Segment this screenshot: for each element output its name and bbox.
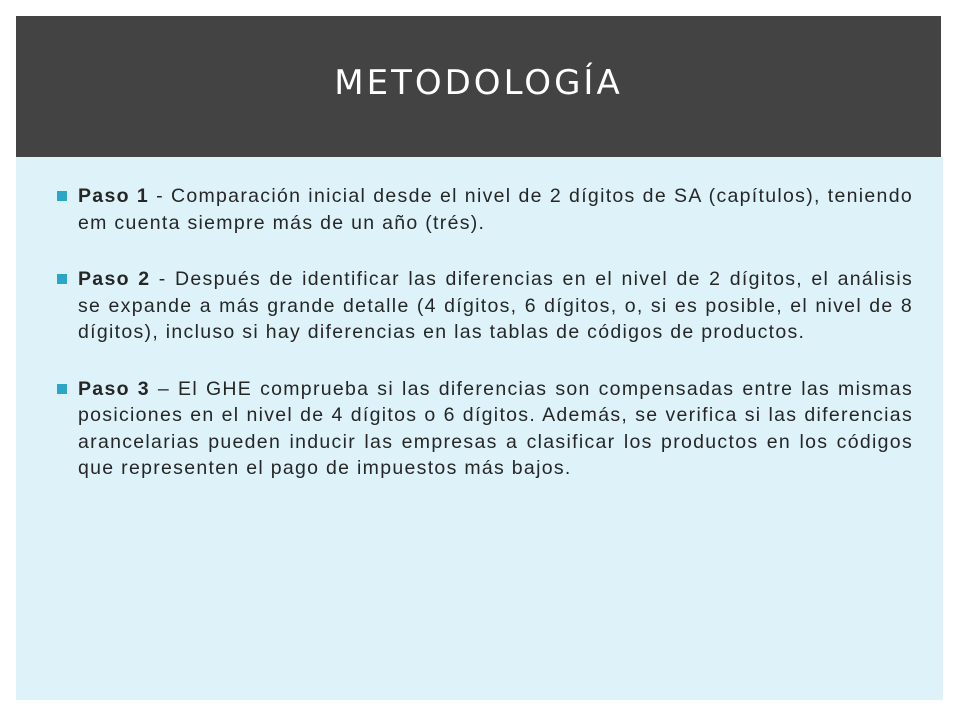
step-text: – El GHE comprueba si las diferencias son compensadas entre las mismas posiciones en el nivel de 4 dígitos o 6 dígitos. Además, se verifica si las diferencias arancelarias pueden inducir las empresas a clasificar los productos en los códigos que representen el pago de impuestos más bajos.	[78, 377, 914, 479]
step-text: - Después de identificar las diferencias en el nivel de 2 dígitos, el análisis se expande a más grande detalle (4 dígitos, 6 dígitos, o, si es posible, el nivel de 8 dígitos), incluso si hay diferencias en las tablas de códigos de productos.	[78, 268, 914, 343]
square-bullet-icon	[57, 191, 67, 201]
bullet-item-paso-2	[50, 266, 913, 346]
title-bar	[16, 16, 941, 157]
square-bullet-icon	[57, 384, 67, 394]
square-bullet-icon	[57, 274, 67, 284]
step-text: - Comparación inicial desde el nivel de 2 dígitos de SA (capítulos), teniendo em cuenta siempre más de un año (trés).	[78, 185, 913, 234]
slide-title: METODOLOGÍA	[334, 62, 623, 103]
step-label: Paso 2	[78, 268, 151, 290]
bullet-list	[50, 183, 913, 512]
bullet-item-paso-3	[50, 376, 913, 482]
step-label: Paso 3	[78, 377, 150, 400]
bullet-item-paso-1	[50, 183, 913, 236]
step-label: Paso 1	[78, 185, 150, 207]
